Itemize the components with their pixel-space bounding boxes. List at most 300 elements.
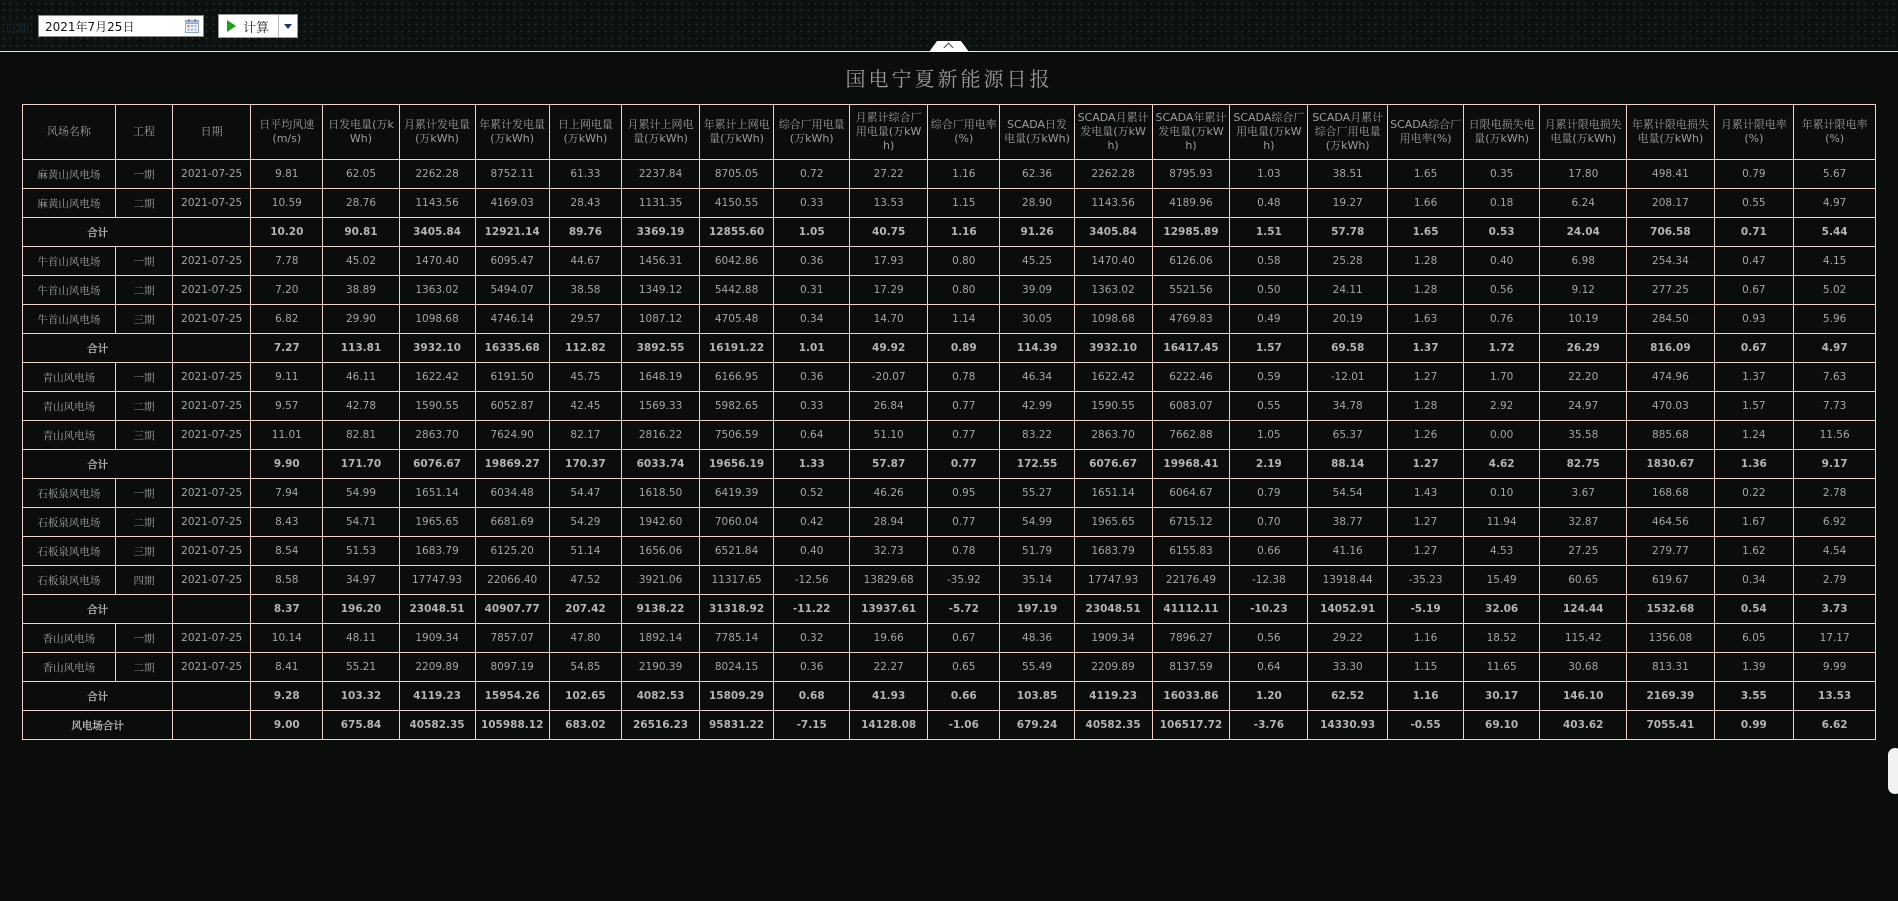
farm-name-cell: 牛首山风电场 <box>23 247 116 276</box>
value-cell: 0.31 <box>774 276 850 305</box>
value-cell: 103.32 <box>323 682 399 711</box>
value-cell: 0.67 <box>928 624 1000 653</box>
value-cell: 0.22 <box>1714 479 1794 508</box>
value-cell: 14052.91 <box>1308 595 1388 624</box>
value-cell: 0.66 <box>928 682 1000 711</box>
value-cell: 7.63 <box>1794 363 1876 392</box>
value-cell: 4.62 <box>1464 450 1540 479</box>
value-cell: 0.36 <box>774 247 850 276</box>
value-cell: -0.55 <box>1388 711 1464 740</box>
value-cell: 0.53 <box>1464 218 1540 247</box>
value-cell: 0.55 <box>1714 189 1794 218</box>
column-header: 年累计发电量(万kWh) <box>475 105 549 160</box>
value-cell: 1.39 <box>1714 653 1794 682</box>
value-cell: 90.81 <box>323 218 399 247</box>
value-cell: 0.95 <box>928 479 1000 508</box>
phase-cell: 一期 <box>115 363 173 392</box>
value-cell: 46.34 <box>1000 363 1074 392</box>
table-row <box>23 537 1876 566</box>
report-area <box>0 52 1898 740</box>
value-cell: 1.26 <box>1388 421 1464 450</box>
value-cell: 14128.08 <box>850 711 928 740</box>
value-cell: 124.44 <box>1540 595 1627 624</box>
value-cell: 1.67 <box>1714 508 1794 537</box>
value-cell: 0.77 <box>928 421 1000 450</box>
value-cell: 7.78 <box>251 247 323 276</box>
value-cell: 17747.93 <box>1074 566 1152 595</box>
value-cell: 277.25 <box>1627 276 1714 305</box>
value-cell: 170.37 <box>549 450 621 479</box>
value-cell: 1098.68 <box>1074 305 1152 334</box>
value-cell: 0.79 <box>1714 160 1794 189</box>
date-cell <box>173 450 251 479</box>
value-cell: 2169.39 <box>1627 682 1714 711</box>
value-cell: 7.73 <box>1794 392 1876 421</box>
value-cell: 91.26 <box>1000 218 1074 247</box>
value-cell: 10.19 <box>1540 305 1627 334</box>
value-cell: 1651.14 <box>399 479 475 508</box>
value-cell: 34.97 <box>323 566 399 595</box>
value-cell: 1656.06 <box>622 537 700 566</box>
value-cell: 2262.28 <box>1074 160 1152 189</box>
value-cell: 0.18 <box>1464 189 1540 218</box>
value-cell: 3932.10 <box>1074 334 1152 363</box>
value-cell: 0.10 <box>1464 479 1540 508</box>
value-cell: 5982.65 <box>699 392 773 421</box>
value-cell: 40.75 <box>850 218 928 247</box>
value-cell: 7506.59 <box>699 421 773 450</box>
column-header: 年累计上网电量(万kWh) <box>699 105 773 160</box>
value-cell: 1143.56 <box>399 189 475 218</box>
value-cell: 7896.27 <box>1152 624 1230 653</box>
value-cell: 62.36 <box>1000 160 1074 189</box>
value-cell: 32.06 <box>1464 595 1540 624</box>
value-cell: 88.14 <box>1308 450 1388 479</box>
phase-cell: 二期 <box>115 189 173 218</box>
value-cell: 0.34 <box>774 305 850 334</box>
header-row <box>23 105 1876 160</box>
calendar-icon[interactable] <box>185 19 199 33</box>
value-cell: 0.40 <box>1464 247 1540 276</box>
value-cell: 1.28 <box>1388 392 1464 421</box>
farm-name-cell: 合计 <box>23 682 173 711</box>
value-cell: 1131.35 <box>622 189 700 218</box>
date-label: 日期 <box>5 22 30 36</box>
value-cell: 9138.22 <box>622 595 700 624</box>
value-cell: 10.14 <box>251 624 323 653</box>
value-cell: -35.92 <box>928 566 1000 595</box>
calculate-button-label: 计算 <box>243 20 270 36</box>
table-row <box>23 479 1876 508</box>
column-header: SCADA综合厂用电量(万kWh) <box>1230 105 1308 160</box>
value-cell: 1.43 <box>1388 479 1464 508</box>
value-cell: 0.56 <box>1230 624 1308 653</box>
value-cell: 1470.40 <box>1074 247 1152 276</box>
farm-name-cell: 石板泉风电场 <box>23 508 116 537</box>
value-cell: 2863.70 <box>399 421 475 450</box>
value-cell: 1.27 <box>1388 363 1464 392</box>
phase-cell: 三期 <box>115 305 173 334</box>
value-cell: 26.84 <box>850 392 928 421</box>
value-cell: 7055.41 <box>1627 711 1714 740</box>
column-header: 综合厂用电率(%) <box>928 105 1000 160</box>
value-cell: 11.65 <box>1464 653 1540 682</box>
value-cell: 0.77 <box>928 450 1000 479</box>
value-cell: 0.89 <box>928 334 1000 363</box>
column-header: 月累计上网电量(万kWh) <box>622 105 700 160</box>
value-cell: 16417.45 <box>1152 334 1230 363</box>
value-cell: 6.82 <box>251 305 323 334</box>
column-header: 日发电量(万kWh) <box>323 105 399 160</box>
value-cell: 8.54 <box>251 537 323 566</box>
value-cell: 40907.77 <box>475 595 549 624</box>
subtotal-row <box>23 218 1876 247</box>
value-cell: 25.28 <box>1308 247 1388 276</box>
table-row <box>23 276 1876 305</box>
value-cell: 464.56 <box>1627 508 1714 537</box>
farm-name-cell: 石板泉风电场 <box>23 537 116 566</box>
value-cell: 1143.56 <box>1074 189 1152 218</box>
date-cell: 2021-07-25 <box>173 160 251 189</box>
scrollbar-thumb[interactable] <box>1888 748 1898 794</box>
value-cell: -3.76 <box>1230 711 1308 740</box>
value-cell: 31318.92 <box>699 595 773 624</box>
value-cell: 19656.19 <box>699 450 773 479</box>
value-cell: 5.96 <box>1794 305 1876 334</box>
column-header: 日限电损失电量(万kWh) <box>1464 105 1540 160</box>
value-cell: 470.03 <box>1627 392 1714 421</box>
value-cell: 2.92 <box>1464 392 1540 421</box>
value-cell: -35.23 <box>1388 566 1464 595</box>
value-cell: 17.93 <box>850 247 928 276</box>
value-cell: 1098.68 <box>399 305 475 334</box>
phase-cell: 二期 <box>115 508 173 537</box>
value-cell: 207.42 <box>549 595 621 624</box>
value-cell: 0.70 <box>1230 508 1308 537</box>
value-cell: 0.52 <box>774 479 850 508</box>
value-cell: 1.20 <box>1230 682 1308 711</box>
value-cell: 885.68 <box>1627 421 1714 450</box>
value-cell: 2.78 <box>1794 479 1876 508</box>
value-cell: 6.62 <box>1794 711 1876 740</box>
table-row <box>23 247 1876 276</box>
value-cell: 102.65 <box>549 682 621 711</box>
value-cell: 27.22 <box>850 160 928 189</box>
value-cell: 1.36 <box>1714 450 1794 479</box>
value-cell: 0.93 <box>1714 305 1794 334</box>
value-cell: 51.53 <box>323 537 399 566</box>
value-cell: 1532.68 <box>1627 595 1714 624</box>
value-cell: 22.20 <box>1540 363 1627 392</box>
value-cell: 6095.47 <box>475 247 549 276</box>
value-cell: 0.36 <box>774 653 850 682</box>
value-cell: 1.15 <box>928 189 1000 218</box>
value-cell: 3.67 <box>1540 479 1627 508</box>
value-cell: 40582.35 <box>399 711 475 740</box>
value-cell: 1470.40 <box>399 247 475 276</box>
value-cell: 1.28 <box>1388 276 1464 305</box>
value-cell: 0.50 <box>1230 276 1308 305</box>
date-cell: 2021-07-25 <box>173 508 251 537</box>
table-row <box>23 363 1876 392</box>
value-cell: 2816.22 <box>622 421 700 450</box>
value-cell: 55.21 <box>323 653 399 682</box>
value-cell: 1.72 <box>1464 334 1540 363</box>
value-cell: 38.58 <box>549 276 621 305</box>
date-cell: 2021-07-25 <box>173 653 251 682</box>
value-cell: 30.05 <box>1000 305 1074 334</box>
value-cell: 62.05 <box>323 160 399 189</box>
value-cell: 89.76 <box>549 218 621 247</box>
chevron-up-icon <box>944 43 954 53</box>
value-cell: 675.84 <box>323 711 399 740</box>
value-cell: 0.77 <box>928 392 1000 421</box>
value-cell: 403.62 <box>1540 711 1627 740</box>
value-cell: 47.52 <box>549 566 621 595</box>
value-cell: 279.77 <box>1627 537 1714 566</box>
value-cell: 168.68 <box>1627 479 1714 508</box>
value-cell: 9.00 <box>251 711 323 740</box>
date-cell: 2021-07-25 <box>173 392 251 421</box>
value-cell: 1.37 <box>1388 334 1464 363</box>
value-cell: 6083.07 <box>1152 392 1230 421</box>
value-cell: 679.24 <box>1000 711 1074 740</box>
value-cell: 0.48 <box>1230 189 1308 218</box>
value-cell: 4746.14 <box>475 305 549 334</box>
value-cell: 62.52 <box>1308 682 1388 711</box>
value-cell: 47.80 <box>549 624 621 653</box>
value-cell: 0.40 <box>774 537 850 566</box>
value-cell: 114.39 <box>1000 334 1074 363</box>
phase-cell: 一期 <box>115 160 173 189</box>
value-cell: 1.05 <box>1230 421 1308 450</box>
column-header: 风场名称 <box>23 105 116 160</box>
farm-name-cell: 合计 <box>23 334 173 363</box>
value-cell: -5.19 <box>1388 595 1464 624</box>
value-cell: 82.81 <box>323 421 399 450</box>
value-cell: 18.52 <box>1464 624 1540 653</box>
value-cell: 0.32 <box>774 624 850 653</box>
value-cell: 45.02 <box>323 247 399 276</box>
value-cell: 813.31 <box>1627 653 1714 682</box>
value-cell: -12.56 <box>774 566 850 595</box>
value-cell: 38.51 <box>1308 160 1388 189</box>
value-cell: 6715.12 <box>1152 508 1230 537</box>
value-cell: 284.50 <box>1627 305 1714 334</box>
value-cell: 45.75 <box>549 363 621 392</box>
value-cell: 82.17 <box>549 421 621 450</box>
farm-name-cell: 青山风电场 <box>23 363 116 392</box>
value-cell: 6.05 <box>1714 624 1794 653</box>
value-cell: 8137.59 <box>1152 653 1230 682</box>
value-cell: 0.80 <box>928 276 1000 305</box>
value-cell: 6681.69 <box>475 508 549 537</box>
value-cell: 1590.55 <box>1074 392 1152 421</box>
farm-name-cell: 风电场合计 <box>23 711 173 740</box>
farm-name-cell: 青山风电场 <box>23 392 116 421</box>
value-cell: 0.64 <box>774 421 850 450</box>
value-cell: 49.92 <box>850 334 928 363</box>
value-cell: 1.65 <box>1388 160 1464 189</box>
value-cell: 17.80 <box>1540 160 1627 189</box>
value-cell: 1909.34 <box>399 624 475 653</box>
value-cell: 41.16 <box>1308 537 1388 566</box>
date-cell: 2021-07-25 <box>173 624 251 653</box>
date-cell: 2021-07-25 <box>173 189 251 218</box>
value-cell: 17747.93 <box>399 566 475 595</box>
value-cell: 9.90 <box>251 450 323 479</box>
value-cell: 26516.23 <box>622 711 700 740</box>
value-cell: 1622.42 <box>1074 363 1152 392</box>
subtotal-row <box>23 595 1876 624</box>
value-cell: 15.49 <box>1464 566 1540 595</box>
value-cell: 82.75 <box>1540 450 1627 479</box>
date-cell <box>173 711 251 740</box>
value-cell: 113.81 <box>323 334 399 363</box>
value-cell: -20.07 <box>850 363 928 392</box>
value-cell: 54.47 <box>549 479 621 508</box>
table-row <box>23 189 1876 218</box>
value-cell: 22.27 <box>850 653 928 682</box>
farm-name-cell: 香山风电场 <box>23 653 116 682</box>
value-cell: 20.19 <box>1308 305 1388 334</box>
value-cell: 1.57 <box>1230 334 1308 363</box>
table-row <box>23 566 1876 595</box>
value-cell: 54.99 <box>1000 508 1074 537</box>
value-cell: 9.57 <box>251 392 323 421</box>
value-cell: 13.53 <box>1794 682 1876 711</box>
value-cell: 41112.11 <box>1152 595 1230 624</box>
value-cell: 48.11 <box>323 624 399 653</box>
value-cell: 8752.11 <box>475 160 549 189</box>
value-cell: 32.87 <box>1540 508 1627 537</box>
value-cell: 3405.84 <box>399 218 475 247</box>
value-cell: 6076.67 <box>399 450 475 479</box>
report-table <box>22 104 1876 740</box>
value-cell: 0.79 <box>1230 479 1308 508</box>
value-cell: 1.24 <box>1714 421 1794 450</box>
value-cell: 1909.34 <box>1074 624 1152 653</box>
farm-name-cell: 青山风电场 <box>23 421 116 450</box>
value-cell: 2190.39 <box>622 653 700 682</box>
value-cell: 7060.04 <box>699 508 773 537</box>
value-cell: 706.58 <box>1627 218 1714 247</box>
value-cell: 19869.27 <box>475 450 549 479</box>
value-cell: 41.93 <box>850 682 928 711</box>
value-cell: 6191.50 <box>475 363 549 392</box>
value-cell: 12855.60 <box>699 218 773 247</box>
value-cell: 0.64 <box>1230 653 1308 682</box>
farm-name-cell: 石板泉风电场 <box>23 566 116 595</box>
value-cell: 7.20 <box>251 276 323 305</box>
value-cell: 28.76 <box>323 189 399 218</box>
value-cell: 4705.48 <box>699 305 773 334</box>
value-cell: 17.29 <box>850 276 928 305</box>
subtotal-row <box>23 334 1876 363</box>
column-header: 月累计限电率(%) <box>1714 105 1794 160</box>
column-header: 日平均风速(m/s) <box>251 105 323 160</box>
value-cell: 1349.12 <box>622 276 700 305</box>
value-cell: 9.81 <box>251 160 323 189</box>
value-cell: 0.54 <box>1714 595 1794 624</box>
value-cell: 1.01 <box>774 334 850 363</box>
value-cell: 106517.72 <box>1152 711 1230 740</box>
value-cell: 1618.50 <box>622 479 700 508</box>
farm-name-cell: 合计 <box>23 595 173 624</box>
value-cell: 5.02 <box>1794 276 1876 305</box>
value-cell: 0.72 <box>774 160 850 189</box>
value-cell: 69.10 <box>1464 711 1540 740</box>
value-cell: 4119.23 <box>399 682 475 711</box>
value-cell: 1651.14 <box>1074 479 1152 508</box>
calculate-button[interactable] <box>219 15 278 37</box>
value-cell: 65.37 <box>1308 421 1388 450</box>
phase-cell: 四期 <box>115 566 173 595</box>
value-cell: 4082.53 <box>622 682 700 711</box>
value-cell: 1363.02 <box>399 276 475 305</box>
phase-cell: 二期 <box>115 653 173 682</box>
grand-total-row <box>23 711 1876 740</box>
table-row <box>23 508 1876 537</box>
farm-name-cell: 香山风电场 <box>23 624 116 653</box>
value-cell: 17.17 <box>1794 624 1876 653</box>
value-cell: 0.58 <box>1230 247 1308 276</box>
value-cell: 1.63 <box>1388 305 1464 334</box>
value-cell: 54.71 <box>323 508 399 537</box>
value-cell: 55.49 <box>1000 653 1074 682</box>
value-cell: 1.14 <box>928 305 1000 334</box>
value-cell: 4.53 <box>1464 537 1540 566</box>
value-cell: 1.66 <box>1388 189 1464 218</box>
farm-name-cell: 麻黄山风电场 <box>23 160 116 189</box>
value-cell: 8.43 <box>251 508 323 537</box>
value-cell: 1.27 <box>1388 537 1464 566</box>
value-cell: 208.17 <box>1627 189 1714 218</box>
value-cell: 11317.65 <box>699 566 773 595</box>
value-cell: 2.79 <box>1794 566 1876 595</box>
value-cell: 4119.23 <box>1074 682 1152 711</box>
date-cell: 2021-07-25 <box>173 363 251 392</box>
value-cell: 6034.48 <box>475 479 549 508</box>
value-cell: 5.44 <box>1794 218 1876 247</box>
phase-cell: 三期 <box>115 421 173 450</box>
value-cell: 2.19 <box>1230 450 1308 479</box>
value-cell: 42.45 <box>549 392 621 421</box>
value-cell: 0.33 <box>774 189 850 218</box>
value-cell: 7.27 <box>251 334 323 363</box>
value-cell: 10.20 <box>251 218 323 247</box>
value-cell: 4.54 <box>1794 537 1876 566</box>
value-cell: 172.55 <box>1000 450 1074 479</box>
value-cell: 0.49 <box>1230 305 1308 334</box>
value-cell: 3.73 <box>1794 595 1876 624</box>
farm-name-cell: 牛首山风电场 <box>23 305 116 334</box>
value-cell: 0.36 <box>774 363 850 392</box>
value-cell: 0.66 <box>1230 537 1308 566</box>
value-cell: 55.27 <box>1000 479 1074 508</box>
value-cell: 6076.67 <box>1074 450 1152 479</box>
value-cell: 19968.41 <box>1152 450 1230 479</box>
value-cell: -12.01 <box>1308 363 1388 392</box>
value-cell: 10.59 <box>251 189 323 218</box>
value-cell: 8.41 <box>251 653 323 682</box>
value-cell: 54.29 <box>549 508 621 537</box>
date-input[interactable] <box>38 15 204 37</box>
value-cell: 1965.65 <box>1074 508 1152 537</box>
calculate-dropdown-button[interactable] <box>278 15 297 37</box>
value-cell: 2262.28 <box>399 160 475 189</box>
column-header: 月累计限电损失电量(万kWh) <box>1540 105 1627 160</box>
